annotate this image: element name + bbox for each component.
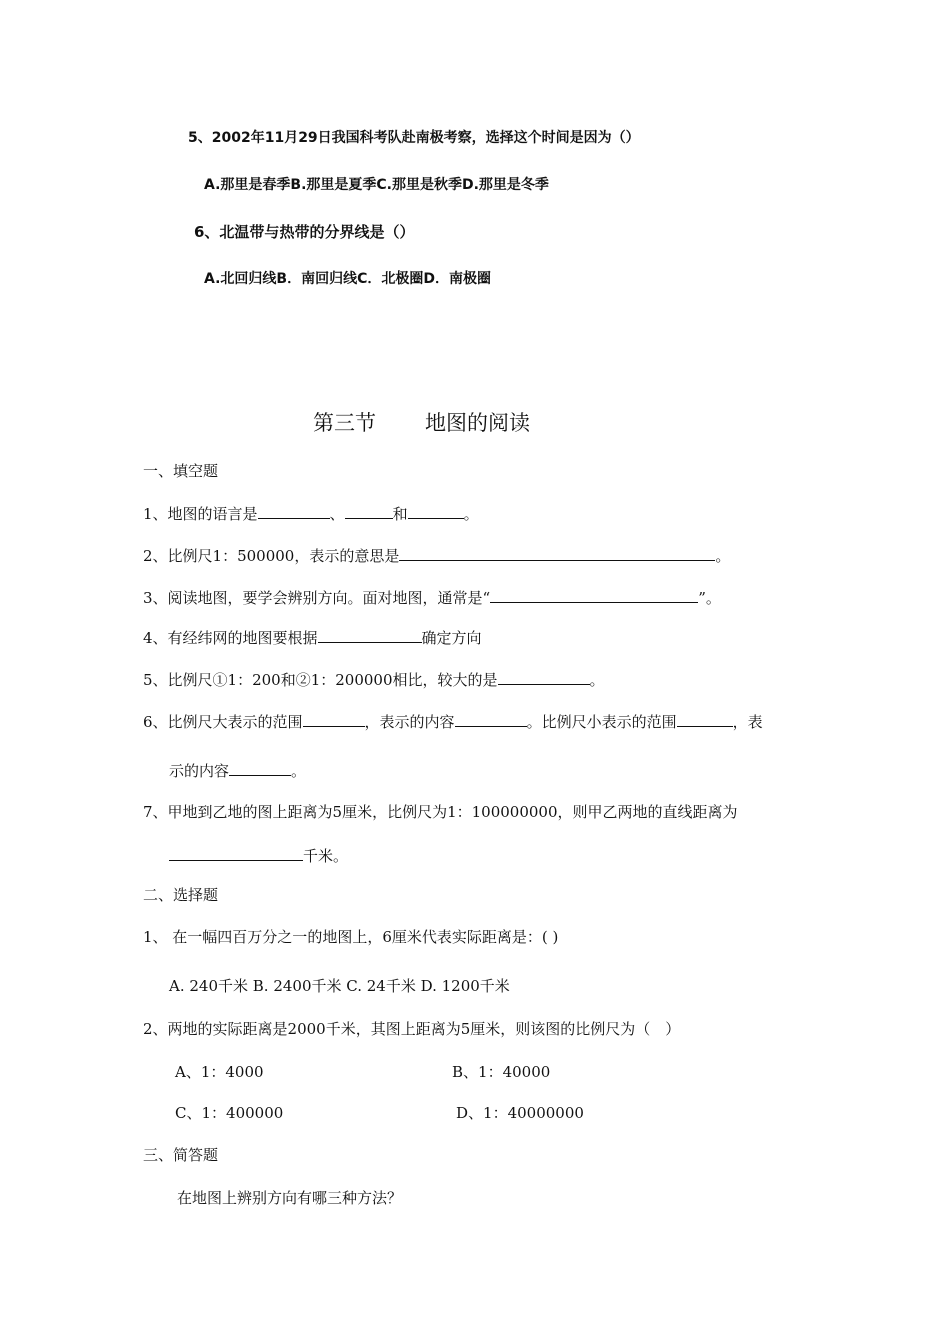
fill-blank-q5: 5、比例尺①1：200和②1：200000相比，较大的是 。 <box>143 671 605 689</box>
question-5-options: A.那里是春季B.那里是夏季C.那里是秋季D.那里是冬季 <box>204 177 549 193</box>
fill-blank-heading: 一、填空题 <box>143 462 219 480</box>
choice-q2-option-c: C、1：400000 <box>175 1104 284 1122</box>
section-title-text: 地图的阅读 <box>425 411 530 435</box>
short-answer-heading: 三、简答题 <box>143 1146 219 1164</box>
fill-blank-q6: 6、比例尺大表示的范围 ，表示的内容 。比例尺小表示的范围 ，表 <box>143 713 763 731</box>
choice-q1: 1、 在一幅四百万分之一的地图上，6厘米代表实际距离是：( ) <box>143 928 559 946</box>
fill-blank-q4: 4、有经纬网的地图要根据 确定方向 <box>143 629 482 647</box>
choice-q2-option-b: B、1：40000 <box>452 1063 551 1081</box>
fill-blank-q3: 3、阅读地图，要学会辨别方向。面对地图，通常是“ ”。 <box>143 589 721 607</box>
choice-q2-option-a: A、1：4000 <box>175 1063 264 1081</box>
question-6: 6、北温带与热带的分界线是（） <box>194 223 415 241</box>
question-5: 5、2002年11月29日我国科考队赴南极考察，选择这个时间是因为（） <box>188 130 640 146</box>
choice-q1-options: A. 240千米 B. 2400千米 C. 24千米 D. 1200千米 <box>169 977 510 995</box>
fill-blank-q7-continued: 千米。 <box>169 845 348 866</box>
fill-blank-q7: 7、甲地到乙地的图上距离为5厘米，比例尺为1：100000000，则甲乙两地的直线距离为 <box>143 803 738 821</box>
fill-blank-q6-continued: 示的内容 。 <box>169 762 307 780</box>
short-answer-q1: 在地图上辨别方向有哪三种方法？ <box>177 1189 403 1207</box>
choice-q2-option-d: D、1：40000000 <box>456 1104 584 1122</box>
fill-blank-q1: 1、地图的语言是 、 和 。 <box>143 505 479 523</box>
choice-heading: 二、选择题 <box>143 886 219 904</box>
section-title-number: 第三节 <box>313 411 376 435</box>
question-6-options: A.北回归线B．南回归线C．北极圈D．南极圈 <box>204 271 491 287</box>
fill-blank-q2: 2、比例尺1：500000，表示的意思是 。 <box>143 547 731 565</box>
choice-q2: 2、两地的实际距离是2000千米，其图上距离为5厘米，则该图的比例尺为（ ） <box>143 1020 681 1038</box>
